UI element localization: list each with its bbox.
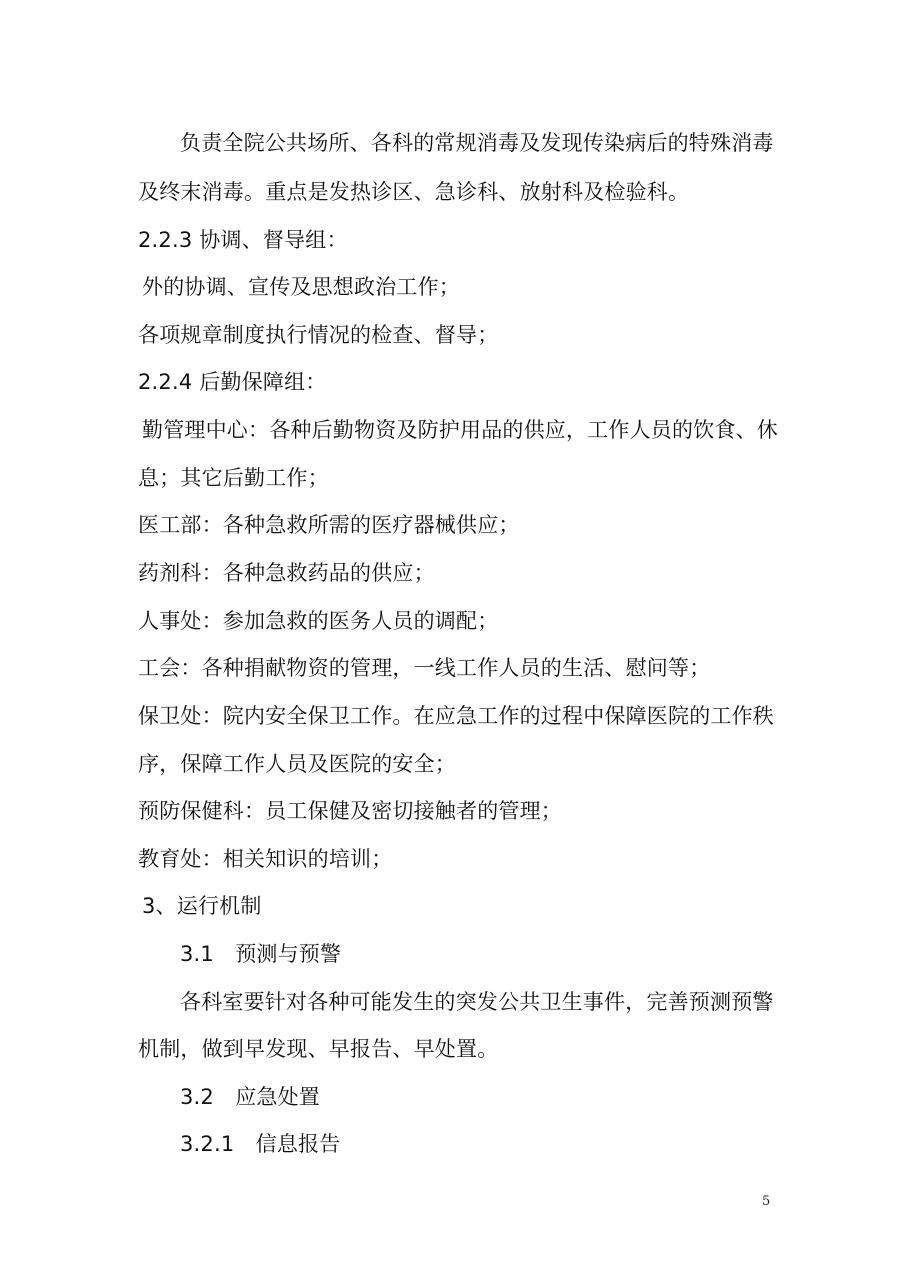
paragraph-line: 医工部：各种急救所需的医疗器械供应； — [138, 513, 520, 537]
paragraph-line: 负责全院公共场所、各科的常规消毒及发现传染病后的特殊消毒 — [180, 131, 774, 155]
paragraph-line: 药剂科：各种急救药品的供应； — [138, 561, 435, 585]
paragraph-line: 人事处：参加急救的医务人员的调配； — [138, 609, 499, 633]
paragraph-line: 序，保障工作人员及医院的安全； — [138, 752, 456, 776]
paragraph-line: 保卫处：院内安全保卫工作。在应急工作的过程中保障医院的工作秩 — [138, 704, 774, 728]
section-heading: 3、运行机制 — [142, 894, 262, 918]
page-number: 5 — [762, 1194, 771, 1209]
paragraph-line: 教育处：相关知识的培训； — [138, 847, 393, 871]
section-heading: 2.2.4 后勤保障组： — [138, 370, 327, 394]
subsection-heading: 3.1 预测与预警 — [180, 942, 342, 966]
paragraph-line: 外的协调、宣传及思想政治工作； — [142, 275, 460, 299]
paragraph-line: 工会：各种捐献物资的管理，一线工作人员的生活、慰问等； — [138, 656, 711, 680]
paragraph-line: 各项规章制度执行情况的检查、督导； — [138, 323, 499, 347]
paragraph-line: 息；其它后勤工作； — [138, 466, 329, 490]
paragraph-line: 勤管理中心：各种后勤物资及防护用品的供应，工作人员的饮食、休 — [142, 418, 778, 442]
paragraph-line: 预防保健科：员工保健及密切接触者的管理； — [138, 799, 562, 823]
paragraph-line: 机制，做到早发现、早报告、早处置。 — [138, 1037, 499, 1061]
paragraph-line: 各科室要针对各种可能发生的突发公共卫生事件，完善预测预警 — [180, 990, 774, 1014]
paragraph-line: 及终末消毒。重点是发热诊区、急诊科、放射科及检验科。 — [138, 180, 690, 204]
subsection-heading: 3.2.1 信息报告 — [180, 1132, 341, 1156]
subsection-heading: 3.2 应急处置 — [180, 1085, 320, 1109]
section-heading: 2.2.3 协调、督导组： — [138, 228, 348, 252]
